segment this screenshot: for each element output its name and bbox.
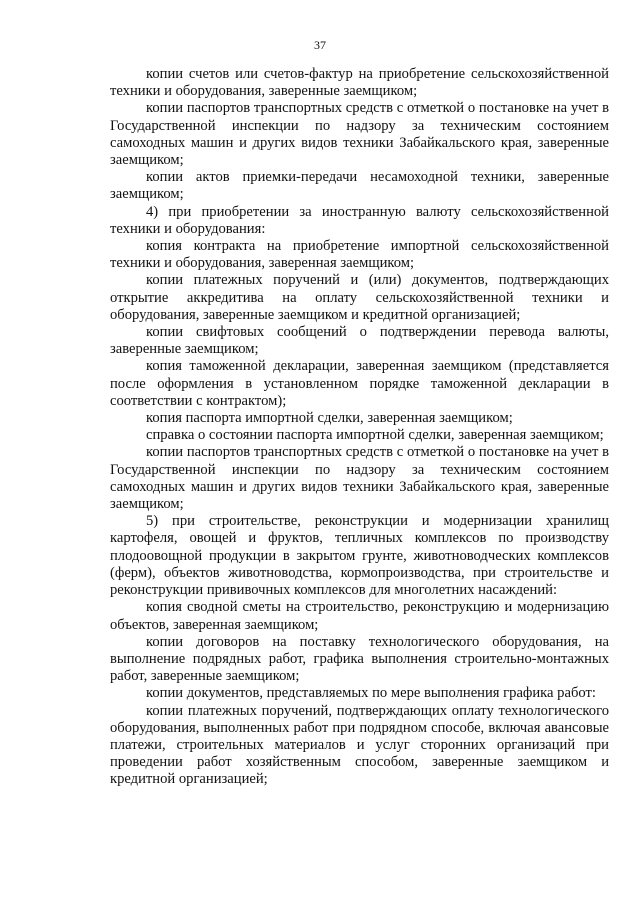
- paragraph: копии документов, представляемых по мере выполнения графика работ:: [146, 685, 596, 702]
- page-number: 37: [314, 38, 326, 52]
- document-body: [110, 66, 609, 789]
- paragraph: копии платежных поручений и (или) документов, подтверждающих открытие аккредитива на оплату сельскохозяйственной техники и оборудования, заверенные заемщиком и кредитной организацией;: [110, 272, 609, 323]
- paragraph: 4) при приобретении за иностранную валюту сельскохозяйственной техники и оборудования:: [110, 203, 609, 237]
- paragraph: копия таможенной декларации, заверенная заемщиком (представляется после оформления в установленном порядке таможенной декларации в соответствии с контрактом);: [110, 358, 609, 409]
- paragraph: 5) при строительстве, реконструкции и модернизации хранилищ картофеля, овощей и фруктов, тепличных комплексов по производству плодоовощной продукции в закрытом грунте, животноводческих комплексов (ферм), объектов животноводства, кормопроизводства, при строительстве и реконструкции прививочных комплексов для многолетних насаждений:: [110, 513, 609, 599]
- paragraph: копии паспортов транспортных средств с отметкой о постановке на учет в Государственной инспекции по надзору за техническим состоянием самоходных машин и других видов техники Забайкальского края, заверенные заемщиком;: [110, 444, 609, 513]
- paragraph: копия контракта на приобретение импортной сельскохозяйственной техники и оборудования, заверенная заемщиком;: [110, 238, 609, 272]
- paragraph: копия паспорта импортной сделки, заверенная заемщиком;: [146, 410, 513, 427]
- paragraph: копии платежных поручений, подтверждающих оплату технологического оборудования, выполненных работ при подрядном способе, включая авансовые платежи, строительных материалов и услуг сторонних организаций при проведении работ хозяйственным способом, заверенные заемщиком и кредитной организацией;: [110, 702, 609, 788]
- paragraph: копии счетов или счетов-фактур на приобретение сельскохозяйственной техники и оборудования, заверенные заемщиком;: [110, 66, 609, 100]
- paragraph: копии паспортов транспортных средств с отметкой о постановке на учет в Государственной инспекции по надзору за техническим состоянием самоходных машин и других видов техники Забайкальского края, заверенные заемщиком;: [110, 100, 609, 169]
- paragraph: копия сводной сметы на строительство, реконструкцию и модернизацию объектов, заверенная заемщиком;: [110, 599, 609, 633]
- paragraph: копии актов приемки-передачи несамоходной техники, заверенные заемщиком;: [110, 169, 609, 203]
- paragraph: справка о состоянии паспорта импортной сделки, заверенная заемщиком;: [146, 427, 604, 444]
- paragraph: копии свифтовых сообщений о подтверждении перевода валюты, заверенные заемщиком;: [110, 324, 609, 358]
- paragraph: копии договоров на поставку технологического оборудования, на выполнение подрядных работ, графика выполнения строительно-монтажных работ, заверенные заемщиком;: [110, 633, 609, 685]
